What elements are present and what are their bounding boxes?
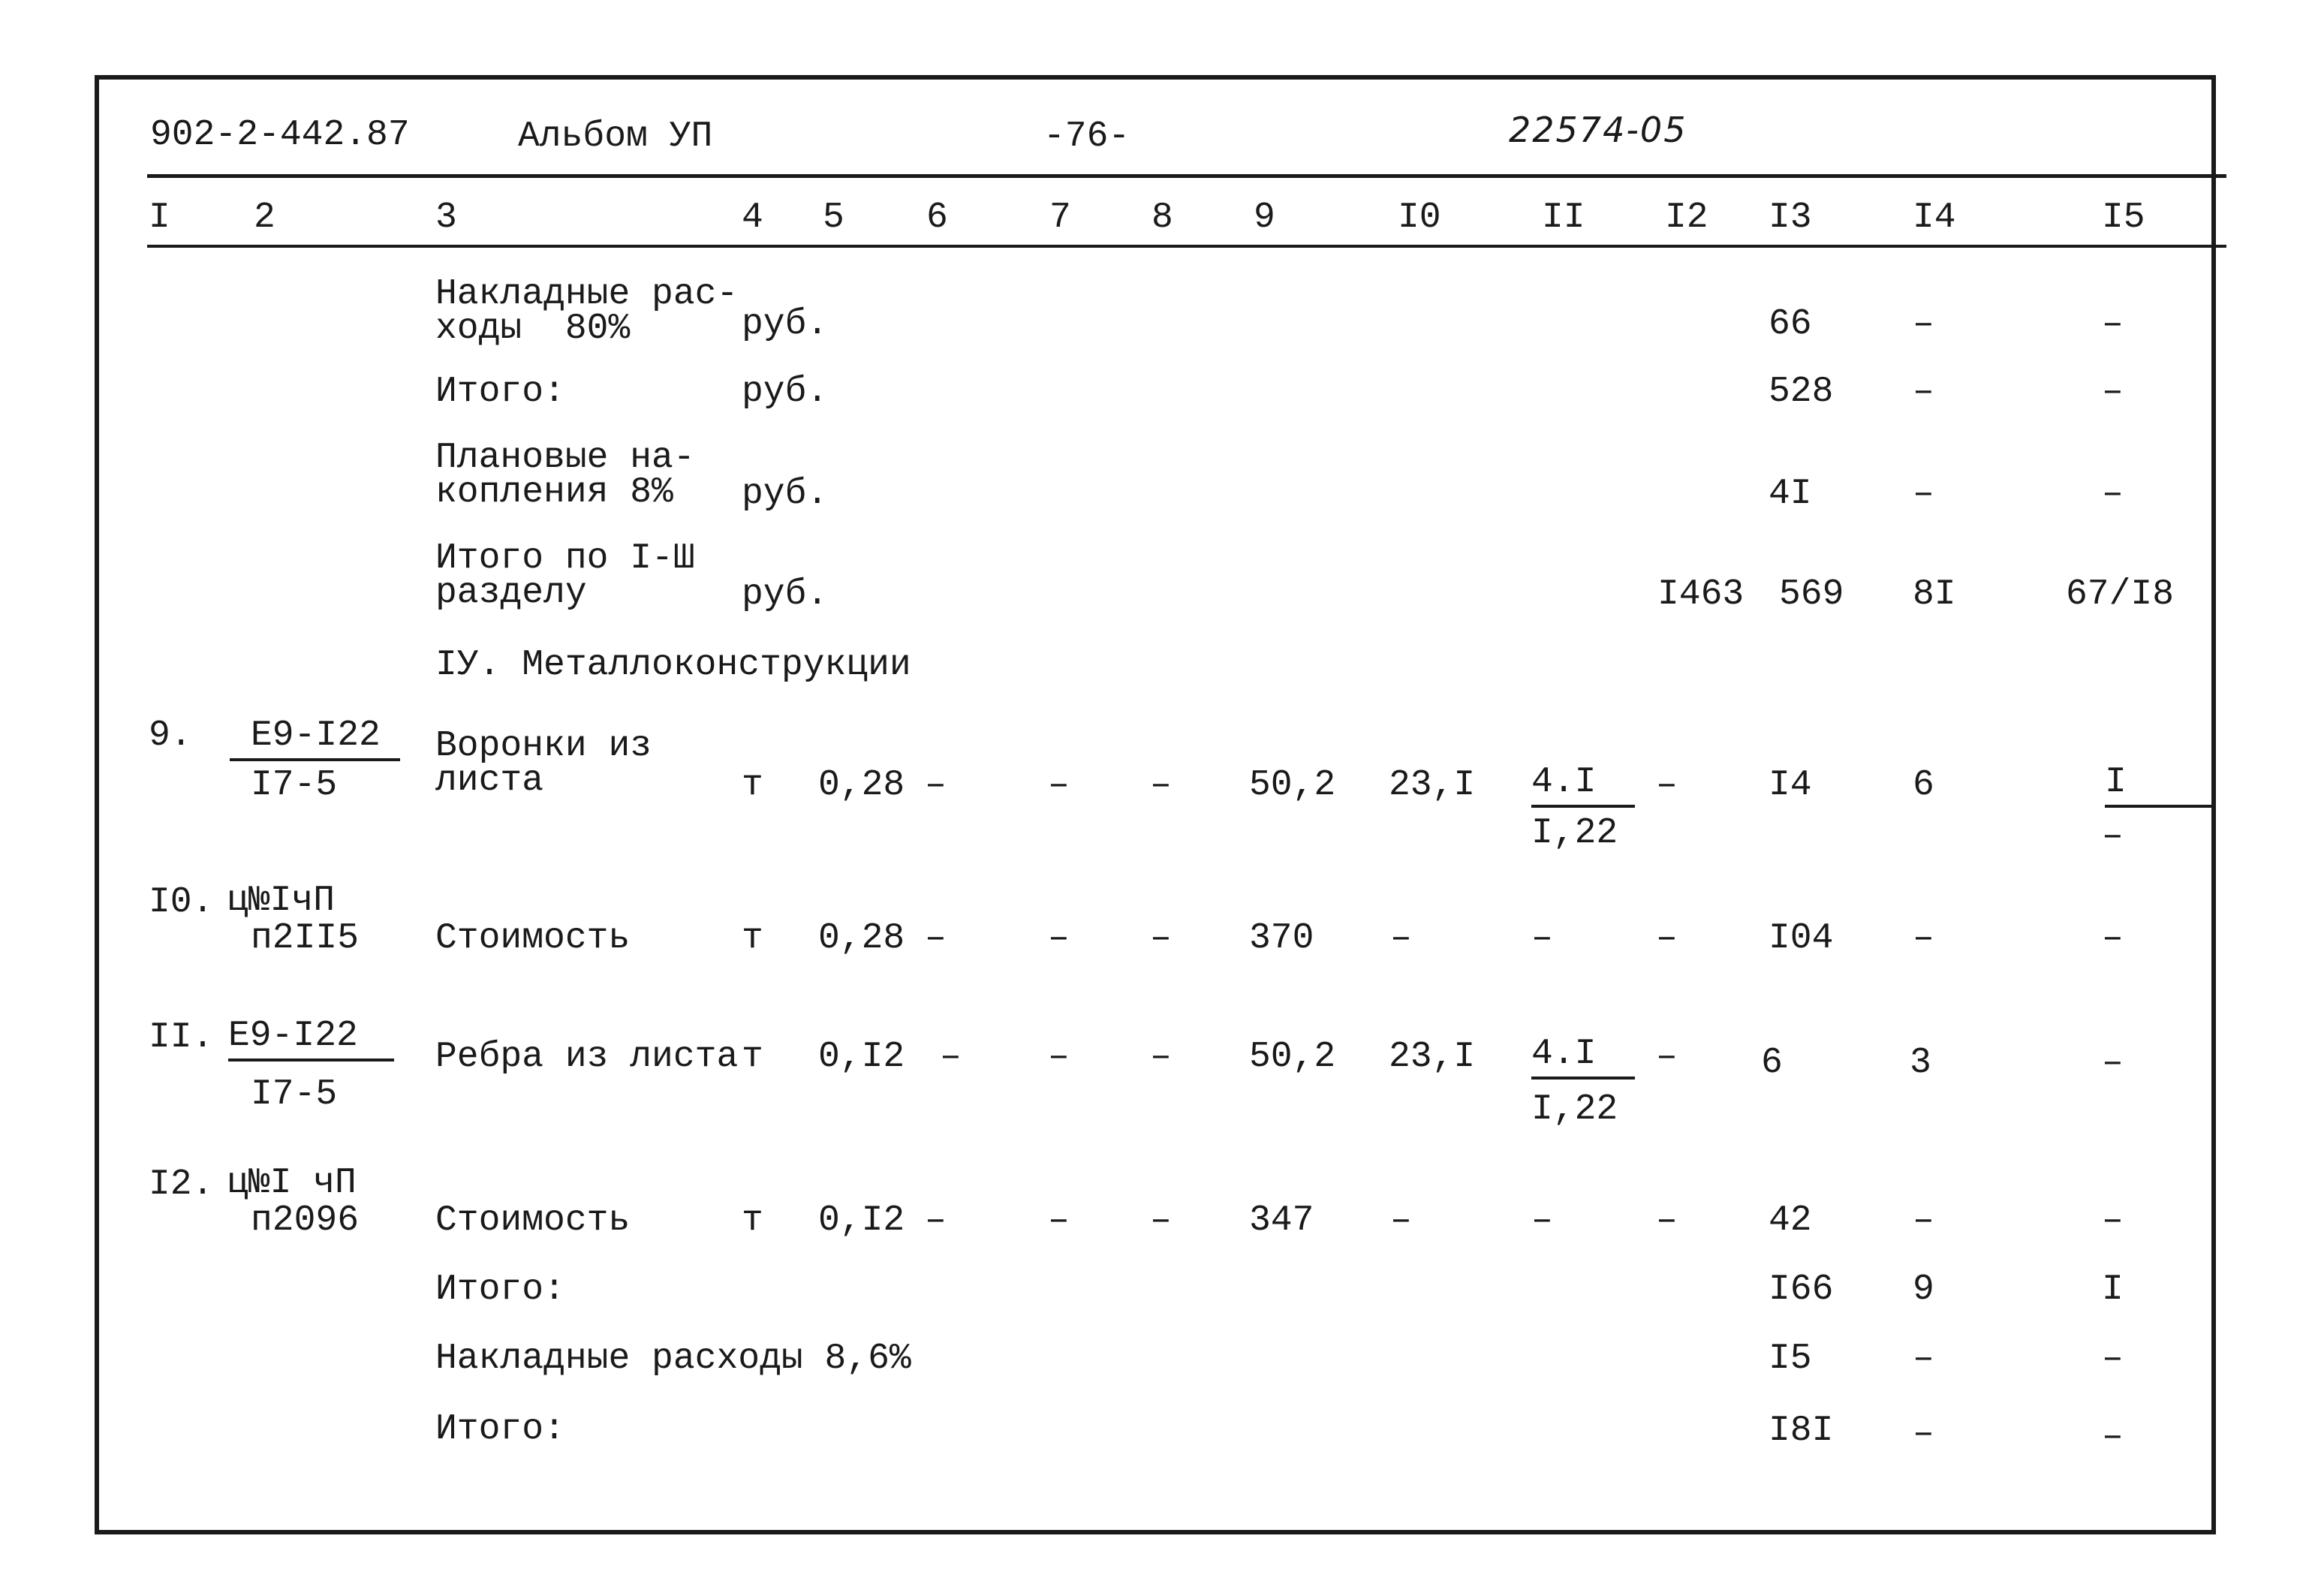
cell-15: I [2102, 1269, 2124, 1310]
cell-14: – [1913, 304, 1934, 345]
row-unit: т [742, 918, 763, 959]
cell-10: 23,I [1389, 1037, 1476, 1077]
column-number: I0 [1398, 197, 1441, 238]
cell-13: 4I [1769, 474, 1812, 514]
cell-11-bottom: I,22 [1531, 813, 1618, 854]
cell-14: – [1913, 372, 1934, 412]
cell-13: 6 [1761, 1043, 1783, 1083]
column-number: 2 [254, 197, 275, 238]
row-unit: руб. [742, 372, 829, 412]
row-unit: руб. [742, 304, 829, 345]
cell-15: – [2102, 372, 2124, 412]
cell-11-top: 4.I [1531, 1036, 1635, 1080]
section-heading: IУ. Металлоконструкции [435, 645, 911, 685]
cell-15: – [2102, 1043, 2124, 1083]
cell-15: – [2102, 304, 2124, 345]
row-name: Итого: [435, 1269, 565, 1310]
cell-8: – [1150, 918, 1172, 959]
row-name: Итого: [435, 1409, 565, 1450]
header-rule [147, 174, 2226, 178]
code-bottom: I7-5 [251, 1074, 338, 1115]
cell-15: – [2102, 918, 2124, 959]
row-number: I0. [149, 882, 214, 923]
cell-6: – [940, 1037, 962, 1077]
code-bottom: п2II5 [251, 918, 360, 959]
row-unit: т [742, 1200, 763, 1241]
column-number: 9 [1254, 197, 1275, 238]
cell-9: 347 [1249, 1200, 1314, 1241]
cell-10: 23,I [1389, 765, 1476, 806]
row-unit: т [742, 765, 763, 806]
column-number: I2 [1665, 197, 1708, 238]
cell-13: I4 [1769, 765, 1812, 806]
cell-13: I66 [1769, 1269, 1834, 1310]
row-unit: т [742, 1037, 763, 1077]
code-top: ц№I чП [227, 1163, 357, 1203]
row-name: Итого по I-Ш разделу [435, 538, 695, 613]
cell-5: 0,28 [818, 765, 905, 806]
cell-12: – [1656, 918, 1678, 959]
cell-9: 50,2 [1249, 765, 1336, 806]
cell-8: – [1150, 1200, 1172, 1241]
cell-13: I04 [1769, 918, 1834, 959]
cell-14: – [1913, 1200, 1934, 1241]
cell-12: – [1656, 1200, 1678, 1241]
cell-9: 370 [1249, 918, 1314, 959]
cell-6: – [925, 918, 947, 959]
column-number: I4 [1913, 197, 1956, 238]
row-name: Воронки из листа [435, 726, 652, 801]
cell-11: – [1531, 1200, 1553, 1241]
row-unit: руб. [742, 574, 829, 615]
cell-7: – [1048, 1037, 1070, 1077]
column-number: I5 [2102, 197, 2145, 238]
cell-14: – [1913, 1414, 1934, 1454]
cell-12: – [1656, 1037, 1678, 1077]
cell-12: – [1656, 765, 1678, 806]
cell-10: – [1390, 1200, 1412, 1241]
cell-8: – [1150, 765, 1172, 806]
column-number: 8 [1151, 197, 1173, 238]
code-top: E9-I22 [230, 718, 400, 761]
cell-14: – [1913, 918, 1934, 959]
cell-11: – [1531, 918, 1553, 959]
cell-9: 50,2 [1249, 1037, 1336, 1077]
cell-15: – [2102, 474, 2124, 514]
row-name: Ребра из листа [435, 1037, 739, 1077]
column-number: 6 [926, 197, 948, 238]
column-number: 5 [823, 197, 844, 238]
cell-13: 569 [1779, 574, 1844, 615]
cell-13: I8I [1769, 1411, 1834, 1451]
cell-6: – [925, 1200, 947, 1241]
cell-7: – [1048, 918, 1070, 959]
cell-13: I5 [1769, 1339, 1812, 1379]
row-number: 9. [149, 715, 192, 756]
cell-13: 528 [1769, 372, 1834, 412]
cell-7: – [1048, 765, 1070, 806]
row-name: Накладные рас- ходы 80% [435, 274, 739, 349]
cell-7: – [1048, 1200, 1070, 1241]
code-top: E9-I22 [228, 1018, 394, 1061]
row-number: II. [149, 1017, 214, 1058]
column-number: 3 [435, 197, 457, 238]
column-number: I3 [1769, 197, 1812, 238]
row-name: Стоимость [435, 1200, 631, 1241]
cell-15: – [2102, 1200, 2124, 1241]
cell-11-top: 4.I [1531, 764, 1635, 808]
cell-15: 67/I8 [2066, 574, 2175, 615]
cell-10: – [1390, 918, 1412, 959]
cell-14: 6 [1913, 765, 1934, 806]
cell-13: 66 [1769, 304, 1812, 345]
column-rule [147, 245, 2226, 248]
row-number: I2. [149, 1164, 214, 1205]
row-name: Накладные расходы 8,6% [435, 1339, 911, 1379]
column-number: II [1542, 197, 1585, 238]
row-name: Плановые на- копления 8% [435, 438, 695, 513]
code-bottom: п2096 [251, 1200, 360, 1241]
cell-15-bottom: – [2102, 816, 2124, 857]
cell-5: 0,I2 [818, 1200, 905, 1241]
column-number: 4 [742, 197, 763, 238]
column-number: I [149, 197, 170, 238]
cell-14: 8I [1913, 574, 1956, 615]
column-number: 7 [1049, 197, 1071, 238]
row-unit: руб. [742, 474, 829, 514]
cell-6: – [925, 765, 947, 806]
page-number: -76- [1043, 116, 1130, 157]
row-name: Итого: [435, 372, 565, 412]
cell-11-bottom: I,22 [1531, 1089, 1618, 1130]
cell-5: 0,28 [818, 918, 905, 959]
cell-14: – [1913, 474, 1934, 514]
cell-15: – [2102, 1339, 2124, 1379]
code-bottom: I7-5 [251, 765, 338, 806]
cell-13: 42 [1769, 1200, 1812, 1241]
cell-14: 9 [1913, 1269, 1934, 1310]
handwritten-ref-number: 22574-05 [1509, 110, 1687, 150]
cell-14: – [1913, 1339, 1934, 1379]
cell-15: – [2102, 1417, 2124, 1457]
cell-5: 0,I2 [818, 1037, 905, 1077]
doc-code: 902-2-442.87 [150, 115, 410, 155]
cell-15-top: I [2105, 764, 2215, 808]
cell-14: 3 [1910, 1043, 1931, 1083]
cell-8: – [1150, 1037, 1172, 1077]
row-name: Стоимость [435, 918, 631, 959]
cell-12: I463 [1657, 574, 1745, 615]
album-title: Альбом УП [518, 116, 713, 157]
code-top: ц№IчП [227, 881, 336, 921]
